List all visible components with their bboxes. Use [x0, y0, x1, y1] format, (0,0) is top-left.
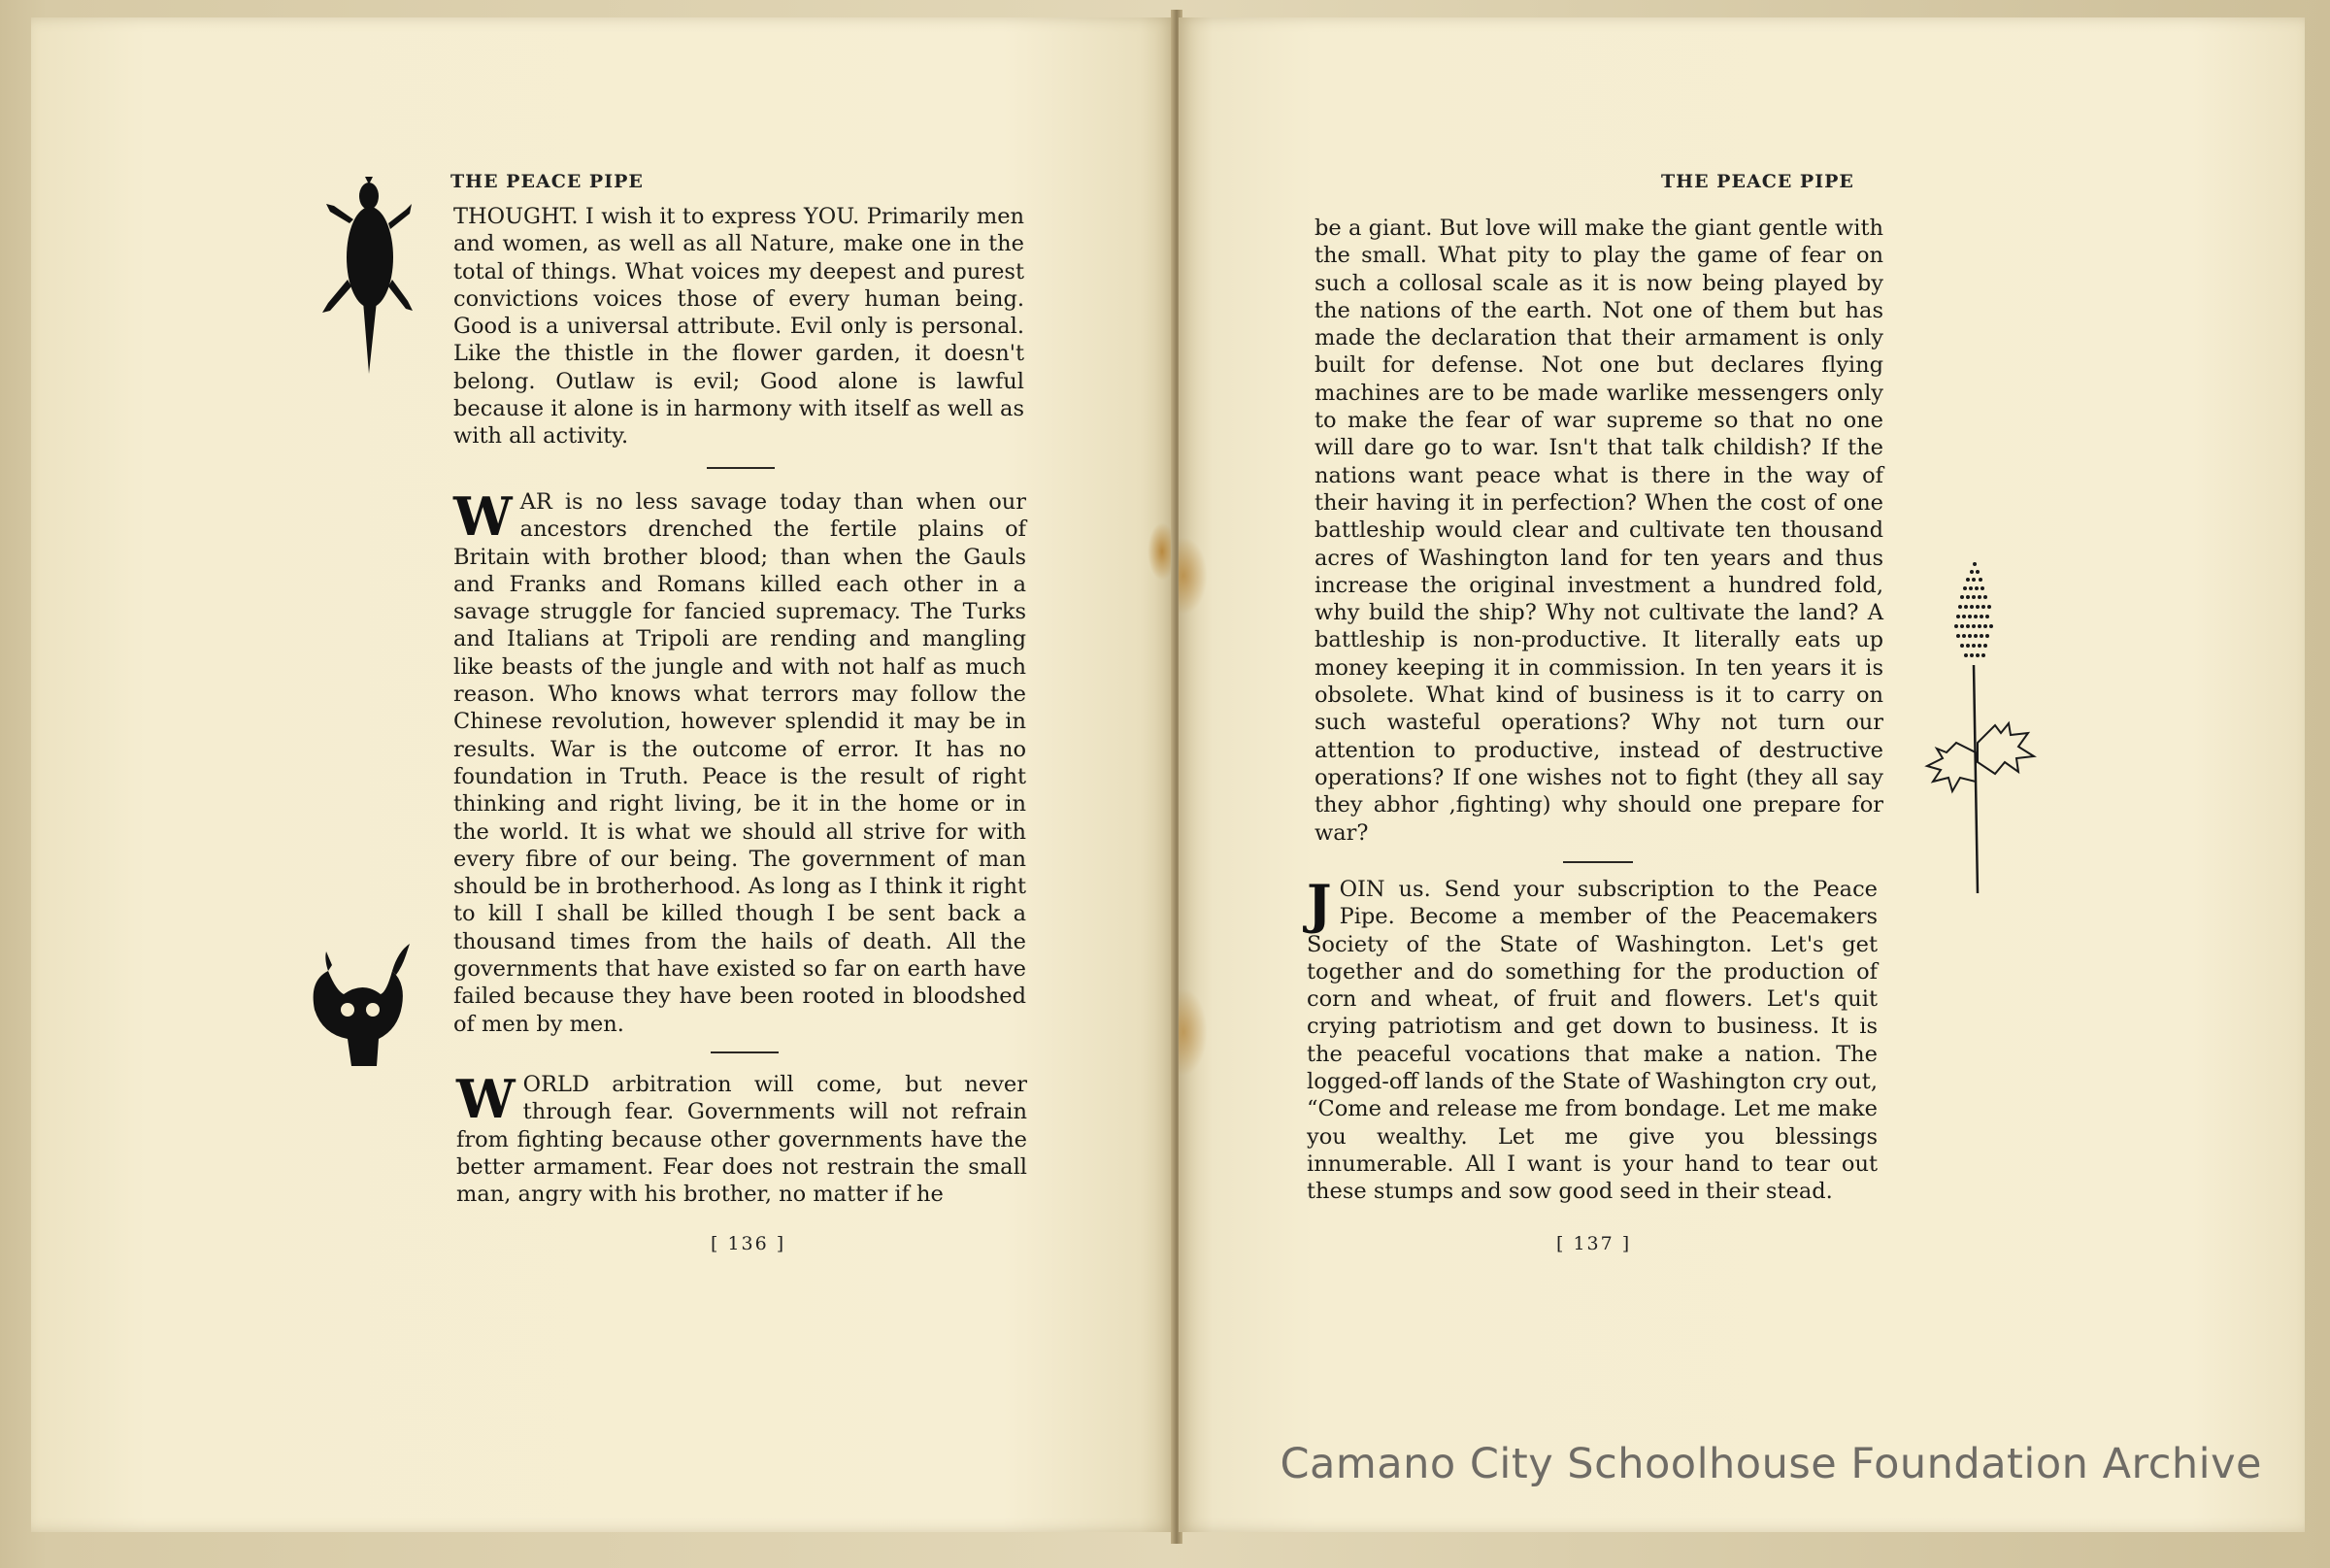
lizard-icon	[320, 175, 414, 374]
section-divider	[1563, 861, 1633, 863]
running-head-left: THE PEACE PIPE	[450, 171, 644, 192]
right-paragraph-2: J OIN us. Send your subscription to the Peace Pipe. Become a member of the Peacemakers Society of the State of Washington. Let's get together and do something for the production of corn and wheat, of fruit and flowers. Let's quit crying patriotism and get down to business. It is the peaceful vocations that make a nation. The logged-off lands of the State of Washington cry out, “Come and release me from bondage. Let me make you wealthy. Let me give you blessings innumerable. All I want is your hand to tear out these stumps and sow good seed in their stead.	[1307, 873, 1878, 1205]
thistle-plant-icon	[1908, 558, 2044, 898]
drop-cap: W	[453, 485, 513, 548]
archive-watermark: Camano City Schoolhouse Foundation Archive	[1280, 1440, 2262, 1488]
horned-mask-icon	[309, 942, 412, 1068]
age-stain	[1179, 537, 1208, 615]
left-paragraph-1: THOUGHT. I wish it to express YOU. Primarily men and women, as well as all Nature, make one in the total of things. What voices my deepest and purest convictions voices those of every human being. Good is a universal attribute. Evil only is personal. Like the thistle in the flower garden, it doesn't belong. Outlaw is evil; Good alone is lawful because it alone is in harmony with itself as well as with all activity.	[453, 204, 1024, 450]
running-head-right: THE PEACE PIPE	[1661, 171, 1854, 192]
right-paragraph-1: be a giant. But love will make the giant gentle with the small. What pity to play the game of fear on such a collosal scale as it is now being played by the nations of the earth. Not one of them but has made the declaration that their armament is only built for defense. Not one but declares flying machines are to be made warlike messengers only to make the fear of war supreme so that no one will dare go to war. Isn't that talk childish? If the nations want peace what is there in the way of their having it in perfection? When the cost of one battleship would clear and cultivate ten thousand acres of Washington land for ten years and thus increase the original investment a hundred fold, why build the ship? Why not cultivate the land? A battleship is non-productive. It literally eats up money keeping it in commission. In ten years it is obsolete. What kind of business is it to carry on such wasteful operations? Why not turn our attention to productive, instead of destructive operations? If one wishes not to fight (they all say they abhor ,fighting) why should one prepare for war?	[1315, 216, 1883, 846]
section-divider	[711, 1051, 779, 1053]
left-paragraph-2: W AR is no less savage today than when our ancestors drenched the fertile plains of Britain with brother blood; than when the Gauls and Franks and Romans killed each other in a savage struggle for fancied supremacy. The Turks and Italians at Tripoli are rending and mangling like beasts of the jungle and with not half as much reason. Who knows what terrors may follow the Chinese revolution, however splendid it may be in results. War is the outcome of error. It has no foundation in Truth. Peace is the result of right thinking and right living, be it in the home or in the world. It is what we should all strive for with every fibre of our being. The government of man should be in brotherhood. As long as I think it right to kill I shall be killed though I be sent back a thousand times from the hails of death. All the governments that have existed so far on earth have failed because they have been rooted in bloodshed of men by men.	[453, 485, 1026, 1037]
drop-cap: W	[456, 1068, 516, 1130]
age-stain	[1179, 988, 1208, 1076]
left-paragraph-3: W ORLD arbitration will come, but never through fear. Governments will not refrain from fighting because other governments have the better armament. Fear does not restrain the small man, angry with his brother, no matter if he	[456, 1068, 1027, 1208]
section-divider	[707, 467, 775, 469]
page-number-right: [ 137 ]	[1556, 1233, 1632, 1254]
page-number-left: [ 136 ]	[711, 1233, 786, 1254]
drop-cap: J	[1307, 873, 1332, 935]
